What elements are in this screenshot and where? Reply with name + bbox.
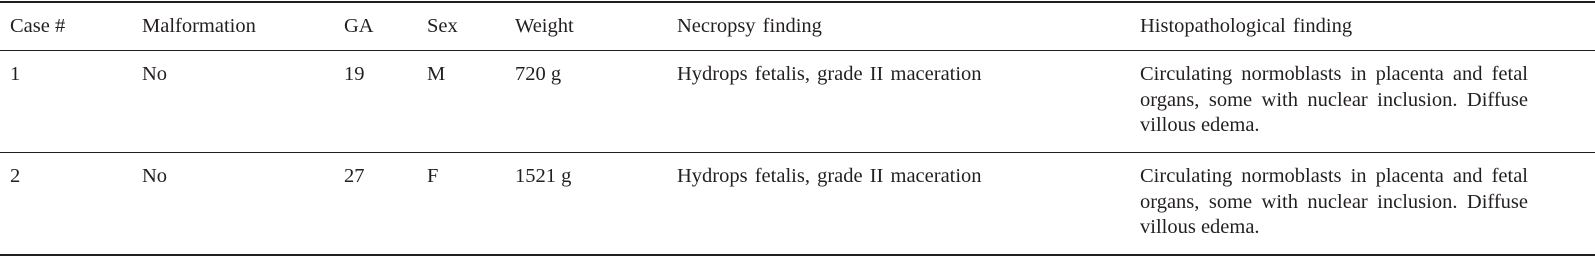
header-necropsy-finding: Necropsy finding	[677, 15, 822, 37]
table-bottom-rule	[0, 254, 1595, 256]
header-histopathological-finding: Histopathological finding	[1140, 15, 1353, 37]
header-case: Case #	[10, 15, 66, 37]
header-weight: Weight	[515, 15, 574, 37]
header-rule	[0, 50, 1595, 51]
row-1-necropsy-finding: Hydrops fetalis, grade II maceration	[677, 63, 982, 85]
row-2-sex: F	[427, 165, 439, 187]
row-2-histopathological-finding: Circulating normoblasts in placenta and fetal organs, some with nuclear inclusion. Diffuse villous edema.	[1140, 165, 1528, 238]
row-2-weight: 1521 g	[515, 165, 572, 187]
row-1-weight: 720 g	[515, 63, 562, 85]
row-1-sex: M	[427, 63, 446, 85]
row-2-ga: 27	[344, 165, 365, 187]
row-1-malformation: No	[142, 63, 168, 85]
row-1-ga: 19	[344, 63, 365, 85]
header-ga: GA	[344, 15, 374, 37]
row-2-case: 2	[10, 165, 21, 187]
row-1-case: 1	[10, 63, 21, 85]
row-2-malformation: No	[142, 165, 168, 187]
header-sex: Sex	[427, 15, 458, 37]
row-2-necropsy-finding: Hydrops fetalis, grade II maceration	[677, 165, 982, 187]
row-1-histopathological-finding: Circulating normoblasts in placenta and fetal organs, some with nuclear inclusion. Diffuse villous edema.	[1140, 63, 1528, 136]
header-malformation: Malformation	[142, 15, 256, 37]
table-top-rule	[0, 1, 1595, 3]
row-separator-rule	[0, 152, 1595, 153]
